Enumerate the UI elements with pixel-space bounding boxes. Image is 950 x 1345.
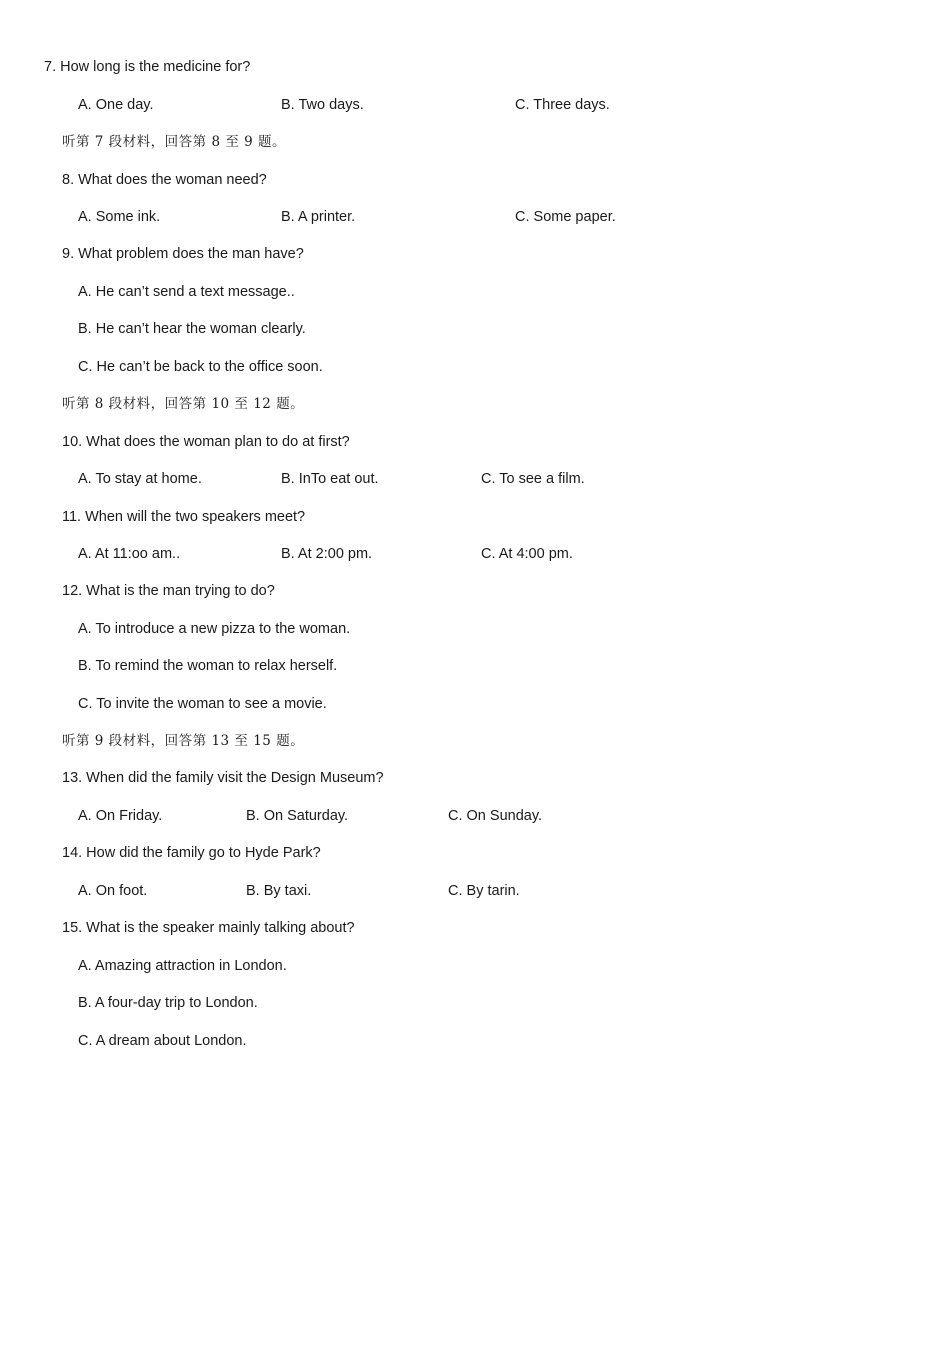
question-line: 14. How did the family go to Hyde Park? xyxy=(62,845,321,861)
answer-option: A. One day. xyxy=(78,97,154,113)
answer-option: B. Two days. xyxy=(281,97,364,113)
question-line: 15. What is the speaker mainly talking about? xyxy=(62,920,355,936)
question-line: C. A dream about London. xyxy=(78,1033,247,1049)
answer-option: C. Some paper. xyxy=(515,209,616,225)
answer-option: B. At 2:00 pm. xyxy=(281,546,373,562)
answer-option: A. To stay at home. xyxy=(78,471,202,487)
question-line: 11. When will the two speakers meet? xyxy=(62,509,306,525)
answer-option: C. At 4:00 pm. xyxy=(481,546,573,562)
question-line: B. A four-day trip to London. xyxy=(78,995,258,1011)
answer-option: A. On foot. xyxy=(78,883,148,899)
answer-option: C. By tarin. xyxy=(448,883,520,899)
question-line: B. To remind the woman to relax herself. xyxy=(78,658,338,674)
question-line: C. To invite the woman to see a movie. xyxy=(78,696,327,712)
question-line: 13. When did the family visit the Design Museum? xyxy=(62,770,384,786)
question-line: A. Amazing attraction in London. xyxy=(78,958,287,974)
question-line: B. He can’t hear the woman clearly. xyxy=(78,321,306,337)
answer-option: A. At 11:oo am.. xyxy=(78,546,181,562)
answer-option: B. InTo eat out. xyxy=(281,471,379,487)
section-instruction: 听第 9 段材料，回答第 13 至 15 题。 xyxy=(62,733,305,749)
answer-option: B. On Saturday. xyxy=(246,808,349,824)
question-line: 9. What problem does the man have? xyxy=(62,246,304,262)
answer-option: C. To see a film. xyxy=(481,471,585,487)
question-line: C. He can’t be back to the office soon. xyxy=(78,359,323,375)
question-line: A. He can’t send a text message.. xyxy=(78,284,295,300)
question-line: A. To introduce a new pizza to the woman. xyxy=(78,621,351,637)
section-instruction: 听第 7 段材料，回答第 8 至 9 题。 xyxy=(62,134,287,150)
answer-option: C. Three days. xyxy=(515,97,610,113)
question-line: 8. What does the woman need? xyxy=(62,172,267,188)
answer-option: A. Some ink. xyxy=(78,209,161,225)
answer-option: A. On Friday. xyxy=(78,808,163,824)
question-line: 10. What does the woman plan to do at first? xyxy=(62,434,350,450)
question-line: 7. How long is the medicine for? xyxy=(44,59,251,75)
question-line: 12. What is the man trying to do? xyxy=(62,583,275,599)
answer-option: B. A printer. xyxy=(281,209,356,225)
answer-option: C. On Sunday. xyxy=(448,808,543,824)
section-instruction: 听第 8 段材料，回答第 10 至 12 题。 xyxy=(62,396,305,412)
answer-option: B. By taxi. xyxy=(246,883,312,899)
